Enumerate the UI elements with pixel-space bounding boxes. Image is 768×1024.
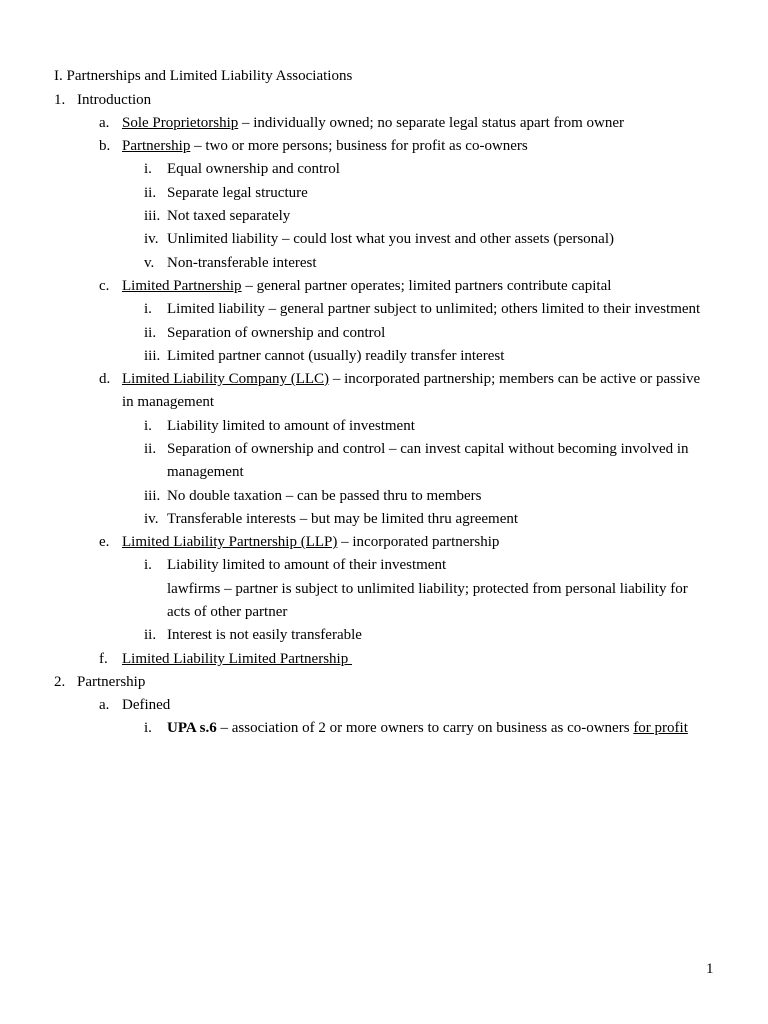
- subitem-text: Limited partner cannot (usually) readily transfer interest: [167, 348, 505, 364]
- subitem-marker: ii.: [144, 325, 157, 341]
- defined-term: Limited Partnership: [122, 278, 242, 294]
- subitem-marker: iii.: [144, 488, 161, 504]
- section-number: 1.: [54, 92, 66, 108]
- section-title: Partnership: [77, 674, 146, 690]
- subitem-continuation: management: [167, 464, 244, 480]
- subitem-marker: ii.: [144, 627, 157, 643]
- section-title: Introduction: [77, 92, 152, 108]
- subitem-text: Liability limited to amount of investment: [167, 418, 415, 434]
- subitem-text: Separate legal structure: [167, 185, 308, 201]
- definition-text: – individually owned; no separate legal status apart from owner: [238, 115, 624, 131]
- defined-term: Limited Liability Partnership (LLP): [122, 534, 338, 550]
- definition-text: – two or more persons; business for profit as co-owners: [190, 138, 528, 154]
- definition-continuation: in management: [122, 394, 215, 410]
- statute-citation: UPA s.6: [167, 720, 217, 736]
- subitem-marker: i.: [144, 720, 152, 736]
- subitem-text: lawfirms – partner is subject to unlimited liability; protected from personal liability for: [167, 581, 688, 597]
- subitem-text: Non-transferable interest: [167, 255, 317, 271]
- subitem-text: [167, 717, 688, 740]
- defined-term: Limited Liability Limited Partnership: [122, 651, 352, 667]
- emphasized-term: for profit: [633, 720, 688, 736]
- definition-text: – general partner operates; limited partners contribute capital: [241, 278, 612, 294]
- subitem-text: Separation of ownership and control: [167, 325, 386, 341]
- list-item: [122, 531, 499, 554]
- subitem-text: Limited liability – general partner subject to unlimited; others limited to their investment: [167, 301, 701, 317]
- section-number: 2.: [54, 674, 66, 690]
- subitem-text: Equal ownership and control: [167, 161, 340, 177]
- defined-term: Sole Proprietorship: [122, 115, 239, 131]
- defined-term: Partnership: [122, 138, 191, 154]
- subitem-marker: i.: [144, 301, 152, 317]
- list-item: Defined: [122, 697, 171, 713]
- item-marker: e.: [99, 534, 110, 550]
- item-marker: f.: [99, 651, 108, 667]
- item-marker: c.: [99, 278, 110, 294]
- item-marker: a.: [99, 697, 110, 713]
- page-number: 1: [706, 961, 714, 977]
- subitem-text: Transferable interests – but may be limited thru agreement: [167, 511, 519, 527]
- list-item: [122, 368, 700, 391]
- subitem-marker: ii.: [144, 185, 157, 201]
- subitem-marker: i.: [144, 418, 152, 434]
- subitem-text: No double taxation – can be passed thru to members: [167, 488, 482, 504]
- list-item: [122, 135, 528, 158]
- subitem-marker: iv.: [144, 231, 159, 247]
- subitem-marker: iv.: [144, 511, 159, 527]
- subitem-text: Interest is not easily transferable: [167, 627, 362, 643]
- subitem-marker: v.: [144, 255, 155, 271]
- item-marker: d.: [99, 371, 111, 387]
- subitem-marker: iii.: [144, 208, 161, 224]
- subitem-marker: i.: [144, 161, 152, 177]
- subitem-text: Unlimited liability – could lost what you invest and other assets (personal): [167, 231, 615, 247]
- list-item: [122, 275, 611, 298]
- definition-text: – incorporated partnership: [337, 534, 500, 550]
- subitem-continuation: acts of other partner: [167, 604, 288, 620]
- document-heading: I. Partnerships and Limited Liability Associations: [54, 68, 353, 84]
- definition-text: – incorporated partnership; members can be active or passive: [329, 371, 701, 387]
- definition-text: – association of 2 or more owners to carry on business as co-owners: [216, 720, 634, 736]
- subitem-text: Not taxed separately: [167, 208, 291, 224]
- subitem-text: Liability limited to amount of their investment: [167, 557, 447, 573]
- subitem-marker: i.: [144, 557, 152, 573]
- subitem-text: Separation of ownership and control – can invest capital without becoming involved in: [167, 441, 689, 457]
- subitem-marker: ii.: [144, 441, 157, 457]
- subitem-marker: iii.: [144, 348, 161, 364]
- item-marker: b.: [99, 138, 111, 154]
- defined-term: Limited Liability Company (LLC): [122, 371, 330, 387]
- list-item: [122, 648, 352, 671]
- item-marker: a.: [99, 115, 110, 131]
- list-item: [122, 112, 624, 135]
